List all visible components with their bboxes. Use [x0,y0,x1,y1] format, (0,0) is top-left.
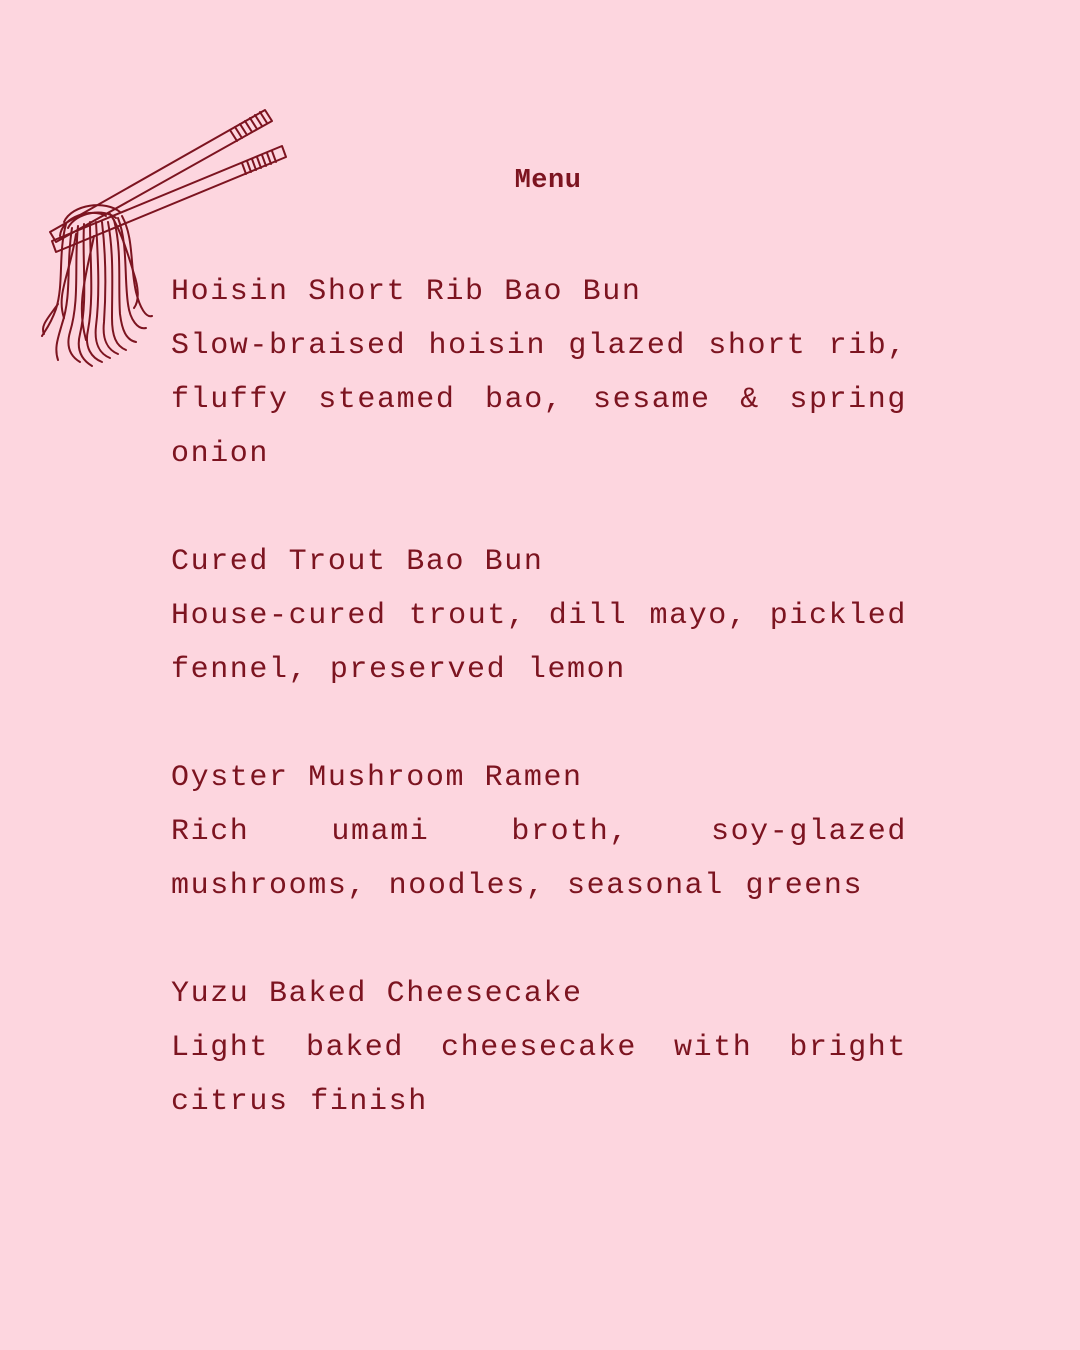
menu-item-description: Rich umami broth, soy-glazed mushrooms, noodles, seasonal greens [171,815,907,903]
menu-item [171,751,907,913]
menu-item-name: Cured Trout Bao Bun [171,545,544,579]
menu-list [171,265,907,1183]
menu-item-description: Light baked cheesecake with bright citrus finish [171,1031,907,1119]
page-title: Menu [514,166,582,196]
menu-item [171,265,907,481]
menu-item-name: Oyster Mushroom Ramen [171,761,583,795]
menu-item-description: Slow-braised hoisin glazed short rib, fluffy steamed bao, sesame & spring onion [171,329,907,471]
menu-item-description: House-cured trout, dill mayo, pickled fennel, preserved lemon [171,599,907,687]
menu-item-name: Yuzu Baked Cheesecake [171,977,583,1011]
menu-item-name: Hoisin Short Rib Bao Bun [171,275,642,309]
menu-item [171,535,907,697]
menu-item [171,967,907,1129]
